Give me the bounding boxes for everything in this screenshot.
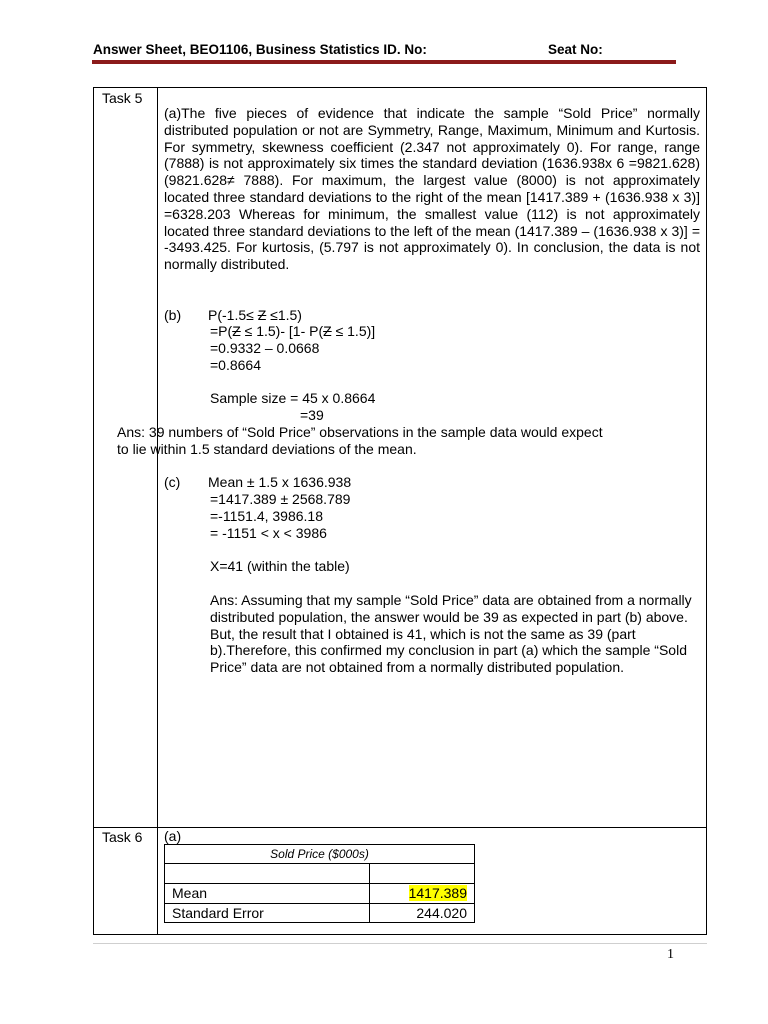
part-b-answer: Ans: 39 numbers of “Sold Price” observations in the sample data would expect to lie within 1.5 standard deviations of the mean. [117, 424, 603, 457]
task5-label: Task 5 [102, 90, 143, 106]
sold-price-table-title: Sold Price ($000s) [270, 847, 369, 861]
answer-table [93, 87, 707, 935]
z-symbol: Z [323, 323, 332, 339]
table-row-se-label: Standard Error [172, 905, 264, 921]
footer-divider [93, 943, 707, 944]
part-b-label: (b) [164, 307, 182, 323]
part-b-line4: =0.8664 [210, 357, 261, 373]
table-col-line [369, 863, 370, 923]
text-seg: P(-1.5≤ [208, 307, 258, 323]
row-divider [94, 827, 706, 828]
task6-label: Task 6 [102, 829, 143, 845]
part-b-line3: =0.9332 – 0.0668 [210, 340, 320, 356]
table-line [165, 883, 474, 884]
header-divider [92, 60, 676, 64]
task5-part-a: (a)The five pieces of evidence that indicate the sample “Sold Price” normally distributed population or not are Symmetry, Range, Maximum, Minimum and Kurtosis. For symmetry, skewness coefficient (2.347 not approximately 0). For range, range (7888) is not approximately six times the standard deviation (1636.938x 6 =9821.628) (9821.628≠ 7888). For maximum, the largest value (8000) is not approximately located three standard deviations to the right of the mean [1417.389 + (1636.938 x 3)] =6328.203 Whereas for minimum, the smallest value (112) is not approximately located three standard deviations to the left of the mean (1417.389 – (1636.938 x 3)] = -3493.425. For kurtosis, (5.797 is not approximately 0). In conclusion, the data is not normally distributed. [164, 105, 700, 273]
header-course-id: Answer Sheet, BEO1106, Business Statistics ID. No: [93, 42, 427, 57]
part-b-line2 [210, 323, 375, 339]
z-symbol: Z [257, 307, 267, 323]
page-number: 1 [667, 947, 674, 962]
part-b-line1 [208, 307, 302, 323]
part-c-answer: Ans: Assuming that my sample “Sold Price” data are obtained from a normally distributed population, the answer would be 39 as expected in part (b) above. But, the result that I obtained is 41, which is not the same as 39 (part b).Therefore, this confirmed my conclusion in part (a) which the sample “Sold Price” data are not obtained from a normally distributed population. [210, 592, 692, 676]
part-c-x-value: X=41 (within the table) [210, 558, 350, 574]
part-c-line3: =-1151.4, 3986.18 [210, 508, 324, 524]
part-c-line2: =1417.389 ± 2568.789 [210, 491, 351, 507]
part-b-sample-size: Sample size = 45 x 0.8664 [210, 390, 376, 406]
part-c-line1: Mean ± 1.5 x 1636.938 [208, 474, 352, 490]
task6-part-a-label: (a) [164, 828, 182, 844]
part-b-sample-result: =39 [300, 407, 324, 423]
table-line [165, 903, 474, 904]
table-row-mean-value [409, 885, 467, 901]
table-line [165, 863, 474, 864]
table-row-mean-label: Mean [172, 885, 208, 901]
text-seg: ≤ 1.5)- [1- P( [240, 323, 324, 339]
part-c-label: (c) [164, 474, 181, 490]
text-seg: ≤1.5) [266, 307, 302, 323]
column-divider [157, 88, 158, 934]
sold-price-table [164, 844, 475, 923]
text-seg: =P( [210, 323, 233, 339]
part-c-line4: = -1151 < x < 3986 [210, 525, 327, 541]
table-row-se-value: 244.020 [416, 905, 467, 921]
text-seg: ≤ 1.5)] [331, 323, 376, 339]
z-symbol: Z [232, 323, 241, 339]
header-seat-no: Seat No: [548, 42, 603, 57]
highlighted-value: 1417.389 [408, 885, 467, 901]
